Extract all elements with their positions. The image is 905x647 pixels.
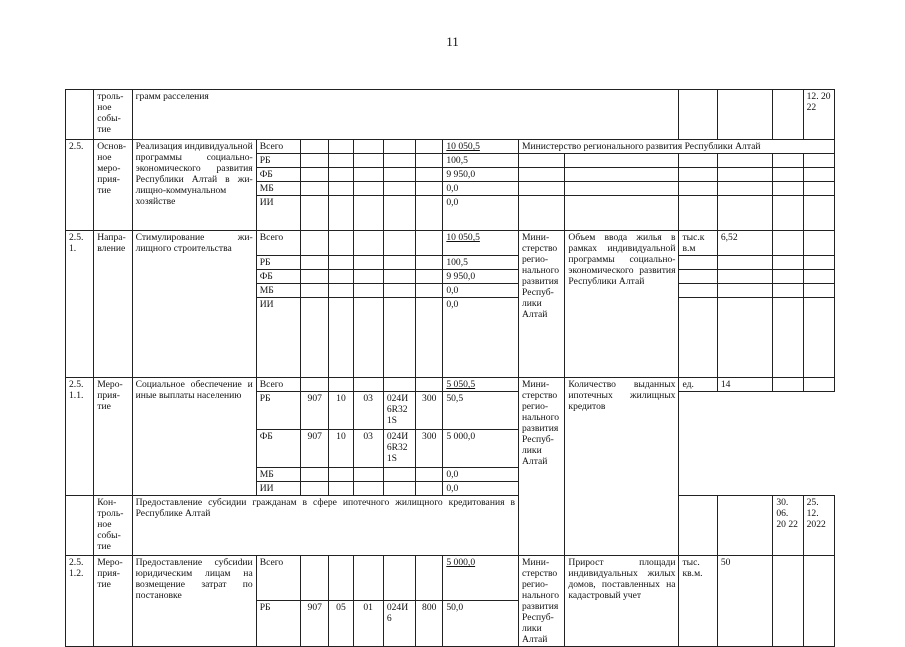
cell-type: Основное мероприятие: [94, 140, 132, 231]
cell-name: Предоставление субсиdии юридическим лицам на возмещение затрат по постановке: [132, 556, 256, 647]
cell-type: Направление: [94, 231, 132, 378]
cell-value: 14: [717, 378, 773, 392]
cell-source: Всего: [256, 231, 300, 256]
cell-name: Предоставление субсидии гражданам в сфере ипотечного жилищного кредитования в Республике Алтай: [132, 496, 518, 556]
cell-value: 50: [717, 556, 773, 647]
cell-name: грамм расселения: [132, 90, 679, 140]
cell-source: ФБ: [256, 430, 300, 468]
cell-executor: Министерство регионального развития Республики Алтай: [519, 140, 835, 154]
cell-csr: 024И 6: [383, 600, 415, 646]
cell-unit: тыс.к в.м: [679, 231, 717, 256]
cell-source: ИИ: [256, 196, 300, 231]
cell-source: РБ: [256, 256, 300, 270]
cell-amount: 50,0: [443, 600, 519, 646]
cell-amount: 100,5: [443, 154, 519, 168]
cell-name: Социальное обеспечение и иные выплаты населению: [132, 378, 256, 496]
cell-csr: 024И 6R32 1S: [383, 430, 415, 468]
cell-source: РБ: [256, 392, 300, 430]
cell-num: 2.5.: [66, 140, 94, 231]
cell-grbs: 907: [301, 392, 329, 430]
cell-grbs: 907: [301, 430, 329, 468]
cell-rz: 10: [329, 392, 353, 430]
cell-value: 6,52: [717, 231, 773, 256]
cell-csr: 024И 6R32 1S: [383, 392, 415, 430]
cell-type: Контрольное событие: [94, 496, 132, 556]
cell-executor: Министерство регионального развития Республики Алтай: [519, 556, 565, 647]
cell-type: трольное событие: [94, 90, 132, 140]
cell-amount: 0,0: [443, 196, 519, 231]
cell-amount: 50,5: [443, 392, 519, 430]
table-row: [66, 496, 835, 556]
cell-amount: 0,0: [443, 182, 519, 196]
cell-amount: 0,0: [443, 284, 519, 298]
table-row: [66, 90, 835, 140]
cell-vr: 800: [416, 600, 443, 646]
cell-amount: 0,0: [443, 298, 519, 378]
cell-num: 2.5. 1.1.: [66, 378, 94, 496]
cell-amount: 10 050,5: [443, 231, 519, 256]
table-row: [66, 140, 835, 154]
cell-rz: 05: [329, 600, 353, 646]
cell-date-2: 12. 2022: [803, 90, 834, 140]
program-table: [65, 89, 835, 647]
cell-vr: 300: [416, 392, 443, 430]
cell-amount: 5 000,0: [443, 430, 519, 468]
cell-amount: 0,0: [443, 482, 519, 496]
cell-date-1: 30. 06. 20 22: [773, 496, 803, 556]
cell-source: Всего: [256, 556, 300, 601]
cell-pr: 03: [353, 392, 383, 430]
cell-amount: 100,5: [443, 256, 519, 270]
cell-amount: 0,0: [443, 468, 519, 482]
cell-source: РБ: [256, 600, 300, 646]
cell-amount: 5 000,0: [443, 556, 519, 601]
cell-pr: 03: [353, 430, 383, 468]
cell-date-1: [773, 90, 803, 140]
cell-unit: ед.: [679, 378, 717, 392]
cell-executor: Министерство регионального развития Республики Алтай: [519, 231, 565, 378]
cell-source: МБ: [256, 284, 300, 298]
cell-source: МБ: [256, 468, 300, 482]
cell-source: ФБ: [256, 270, 300, 284]
cell-num: [66, 496, 94, 556]
cell-indicator: Прирост площади индивидуальных жилых домов, поставленных на кадастровый учет: [565, 556, 679, 647]
cell-num: [66, 90, 94, 140]
cell-amount: 5 050,5: [443, 378, 519, 392]
cell-num: 2.5. 1.2.: [66, 556, 94, 647]
page-number: 11: [446, 34, 459, 49]
cell-source: Всего: [256, 140, 300, 154]
cell-vr: 300: [416, 430, 443, 468]
cell-source: РБ: [256, 154, 300, 168]
cell-amount: 10 050,5: [443, 140, 519, 154]
cell-source: ИИ: [256, 482, 300, 496]
cell-source: МБ: [256, 182, 300, 196]
cell-executor: Министерство регионального развития Республики Алтай: [519, 378, 565, 556]
cell-indicator: Количество выданных ипотечных жилищных кредитов: [565, 378, 679, 556]
cell-indicator: Объем ввода жилья в рамках индивидуальной программы социально-экономического развития Республики Алтай: [565, 231, 679, 378]
cell-unit: тыс. кв.м.: [679, 556, 717, 647]
table-row: [66, 378, 835, 392]
cell-amount: 9 950,0: [443, 168, 519, 182]
cell-source: Всего: [256, 378, 300, 392]
table-row: [66, 556, 835, 601]
cell-date-2: 25. 12. 2022: [803, 496, 834, 556]
cell-source: ФБ: [256, 168, 300, 182]
cell-num: 2.5. 1.: [66, 231, 94, 378]
cell-pr: 01: [353, 600, 383, 646]
table-row: [66, 231, 835, 256]
cell-source: ИИ: [256, 298, 300, 378]
cell-type: Мероприятие: [94, 378, 132, 496]
cell-rz: 10: [329, 430, 353, 468]
cell-grbs: 907: [301, 600, 329, 646]
cell-amount: 9 950,0: [443, 270, 519, 284]
cell-name: Стимулирование жилищного строительства: [132, 231, 256, 378]
cell-name: Реализация индивидуальной программы социально-экономического развития Республики Алтай в жилищно-коммунальном хозяйстве: [132, 140, 256, 231]
cell-type: Мероприятие: [94, 556, 132, 647]
